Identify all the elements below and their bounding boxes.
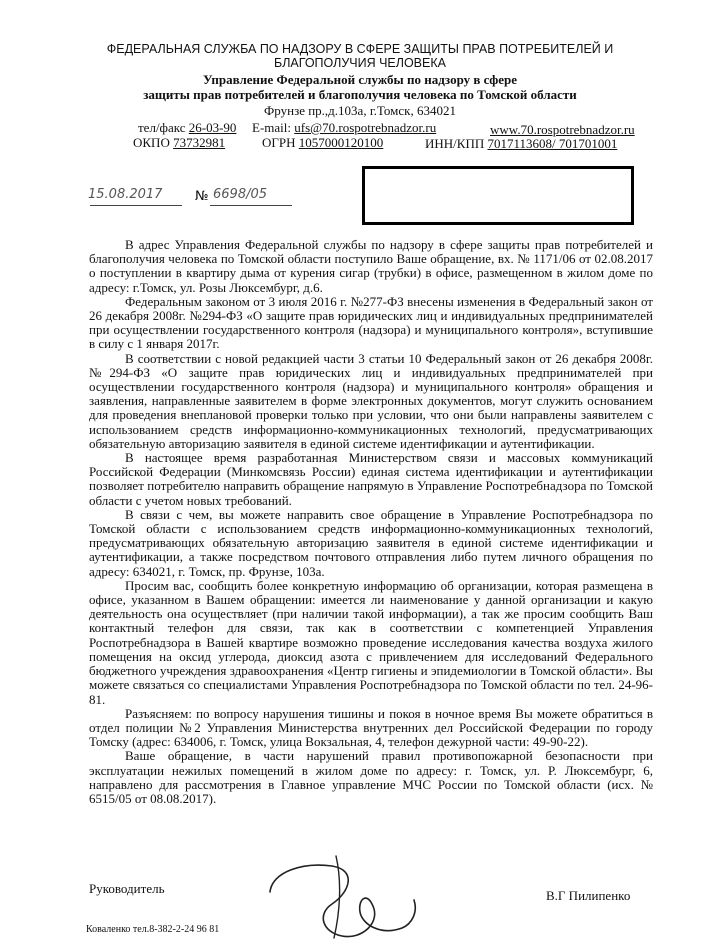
email-label: E-mail: bbox=[252, 120, 291, 135]
phone-block bbox=[138, 120, 236, 135]
department-address: Фрунзе пр.,д.103а, г.Томск, 634021 bbox=[264, 103, 456, 118]
outgoing-date: 15.08.2017 bbox=[88, 187, 163, 202]
inn-block bbox=[425, 136, 617, 151]
website-link[interactable]: www.70.rospotrebnadzor.ru bbox=[490, 122, 635, 137]
number-underline bbox=[210, 205, 292, 206]
ogrn-label: ОГРН bbox=[262, 135, 296, 150]
paragraph-1: В адрес Управления Федеральной службы по надзору в сфере защиты прав потребителей и благополучия человека по Томской области поступило Ваше обращение, вх. № 1171/06 от 02.08.2017 о поступлении в квартиру дыма от курения сигар (трубки) в офисе, размещенном в жилом доме по адресу: г.Томск, ул. Розы Люксембург, д.6. bbox=[89, 237, 653, 295]
outgoing-number: 6698/05 bbox=[213, 187, 268, 202]
redacted-recipient-box bbox=[362, 166, 634, 225]
paragraph-6: Просим вас, сообщить более конкретную информацию об организации, которая размещена в офисе, указанном в Вашем обращении: имеется ли наименование у данной организации и какую деятельность она осуществляет (при наличии такой информации), а так же просим сообщить Ваш контактный телефон для связи, так как в соответствии с компетенцией Управления Роспотребнадзора в Вашей квартире возможно проведение исследования качества воздуха жилого помещения на оксид углерода, диоксид азота с привлечением для исследований Федерального бюджетного учреждения здравоохранения «Центр гигиены и эпидемиологии в Томской области». Вы можете связаться со специалистами Управления Роспотребнадзора по Томской области по тел. 24-96-81. bbox=[89, 577, 653, 707]
date-underline bbox=[90, 205, 182, 206]
signatory-name: В.Г Пилипенко bbox=[546, 888, 631, 903]
signatory-title: Руководитель bbox=[89, 881, 165, 896]
email-block bbox=[252, 120, 436, 135]
paragraph-3: В соответствии с новой редакцией части 3 статьи 10 Федеральный закон от 26 декабря 2008г. №294-ФЗ «О защите прав юридических лиц и индивидуальных предпринимателей при осуществлении государственного контроля (надзора) и муниципального контроля» обращения и заявления, направленные заявителем в форме электронных документов, могут служить основанием для проведения внеплановой проверки только при условии, что они были направлены заявителем с использованием средств информационно-коммуникационных технологий, предусматривающих обязательную авторизацию заявителя в единой системе идентификации и аутентификации. bbox=[89, 350, 653, 451]
department-name-line1: Управление Федеральной службы по надзору в сфере bbox=[202, 72, 518, 87]
paragraph-5: В связи с чем, вы можете направить свое обращение в Управление Роспотребнадзора по Томской области с использованием средств информационно-коммуникационных технологий, предусматривающих обязательную авторизацию заявителя в единой системе идентификации и аутентификации, а также посредством почтового отправления либо путем личного обращения по адресу: 634021, г. Томск, пр. Фрунзе, 103а. bbox=[89, 506, 653, 579]
paragraph-8: Ваше обращение, в части нарушений правил противопожарной безопасности при эксплуатации нежилых помещений в жилом доме по адресу: г. Томск, ул. Р. Люксембург, 6, направлено для рассмотрения в Главное управление МЧС России по Томской области (исх. № 6515/05 от 08.08.2017). bbox=[89, 748, 653, 806]
okpo-block bbox=[133, 135, 225, 150]
agency-name-line2: БЛАГОПОЛУЧИЯ ЧЕЛОВЕКА bbox=[274, 56, 446, 70]
paragraph-7: Разъясняем: по вопросу нарушения тишины и покоя в ночное время Вы можете обратиться в отдел полиции №2 Управления Министерства внутренних дел Российской Федерации по городу Томску (адрес: 634006, г. Томск, улица Вокзальная, 4, телефон дежурной части: 49-90-22). bbox=[89, 705, 653, 750]
paragraph-2: Федеральным законом от 3 июля 2016 г. №277-ФЗ внесены изменения в Федеральный закон от 26 декабря 2008г. №294-ФЗ «О защите прав юридических лиц и индивидуальных предпринимателей при осуществлении государственного контроля (надзора) и муниципального контроля», вступившие в силу с 1 января 2017г. bbox=[89, 293, 653, 352]
outgoing-number-label: № bbox=[195, 189, 209, 204]
ogrn-block bbox=[262, 135, 383, 150]
handwritten-signature bbox=[262, 852, 432, 941]
inn-value: 7017113608/ 701701001 bbox=[487, 136, 618, 151]
department-name-line2: защиты прав потребителей и благополучия человека по Томской области bbox=[143, 87, 577, 102]
paragraph-4: В настоящее время разработанная Министерством связи и массовых коммуникаций Российской Федерации (Минкомсвязь России) единая система идентификации и аутентификации позволяет потребителю направить обращение напрямую в Управление Роспотребнадзора по Томской области с учетом новых требований. bbox=[89, 450, 653, 508]
executor-contact: Коваленко тел.8-382-2-24 96 81 bbox=[86, 924, 220, 935]
okpo-value: 73732981 bbox=[173, 135, 226, 150]
phone-value: 26-03-90 bbox=[188, 120, 237, 135]
okpo-label: ОКПО bbox=[133, 135, 170, 150]
agency-name-line1: ФЕДЕРАЛЬНАЯ СЛУЖБА ПО НАДЗОРУ В СФЕРЕ ЗАЩИТЫ ПРАВ ПОТРЕБИТЕЛЕЙ И bbox=[106, 42, 614, 56]
ogrn-value: 1057000120100 bbox=[298, 135, 384, 150]
phone-label: тел/факс bbox=[138, 120, 186, 135]
website-block bbox=[490, 122, 635, 137]
letter-body bbox=[89, 238, 653, 806]
email-link[interactable]: ufs@70.rospotrebnadzor.ru bbox=[294, 120, 437, 135]
inn-label: ИНН/КПП bbox=[425, 136, 485, 151]
